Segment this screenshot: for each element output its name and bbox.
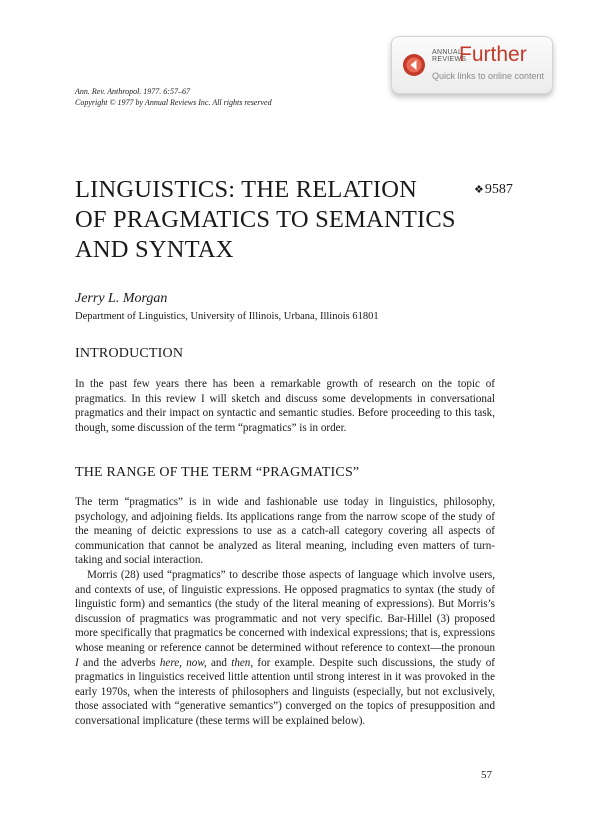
paragraph-range-2: Morris (28) used “pragmatics” to describe those aspects of language which involve users, and contexts of use, of linguistic expressions. He opposed pragmatics to syntax (the study of linguistic form) and semantics (the study of the literal meaning of expressions). But Morris’s discussion of pragmatics was programmatic and not very specific. Bar-Hillel (3) proposed more specifically that pragmatics be concerned with indexical expressions; that is, expressions whose meaning or reference cannot be determined without reference to context—the pronoun I and the adverbs here, now, and then, for example. Despite such discussions, the study of pragmatics in linguistics received little attention until strong interest in it was provoked in the early 1970s, when the interests of philosophers and linguists (especially, but not exclusively, those associated with “generative semantics”) converged on the topics of presupposition and conversational implicature (these terms will be explained below).	[75, 569, 495, 727]
journal-citation: Ann. Rev. Anthropol. 1977. 6:57–67	[75, 87, 190, 96]
section-heading-range: THE RANGE OF THE TERM “PRAGMATICS”	[75, 465, 360, 480]
title-line: LINGUISTICS: THE RELATION	[75, 176, 418, 203]
title-line: AND SYNTAX	[75, 236, 234, 263]
annual-reviews-wordmark: ANNUAL REVIEWS	[432, 49, 467, 63]
play-arrow-icon	[402, 53, 426, 77]
paragraph-range-1: The term “pragmatics” is in wide and fashionable use today in linguistics, philosophy, psychology, and adjoining fields. Its applications range from the narrow scope of the study of the meaning of deictic expressions to use as a catch-all category covering all aspects of communication that cannot be analyzed as literal meaning, including even matters of turn-taking and social interaction.	[75, 496, 495, 567]
further-links-badge[interactable]	[391, 36, 553, 94]
article-title	[75, 175, 465, 265]
author-affiliation: Department of Linguistics, University of Illinois, Urbana, Illinois 61801	[75, 311, 379, 322]
section-heading-introduction: INTRODUCTION	[75, 346, 184, 361]
reprint-number: ❖9587	[474, 182, 513, 197]
reprint-ornament-icon: ❖	[474, 184, 484, 196]
further-tagline: Quick links to online content	[432, 71, 545, 81]
page-number: 57	[481, 769, 492, 781]
further-label: Further	[459, 43, 527, 66]
paragraph-introduction: In the past few years there has been a remarkable growth of research on the topic of pragmatics. In this review I will sketch and discuss some developments in conversational pragmatics and their impact on syntactic and semantic studies. Before proceeding to this task, though, some discussion of the term “pragmatics” is in order.	[75, 378, 495, 434]
copyright-line: Copyright © 1977 by Annual Reviews Inc. All rights reserved	[75, 98, 272, 107]
title-line: OF PRAGMATICS TO SEMANTICS	[75, 206, 456, 233]
author-name: Jerry L. Morgan	[75, 291, 168, 306]
